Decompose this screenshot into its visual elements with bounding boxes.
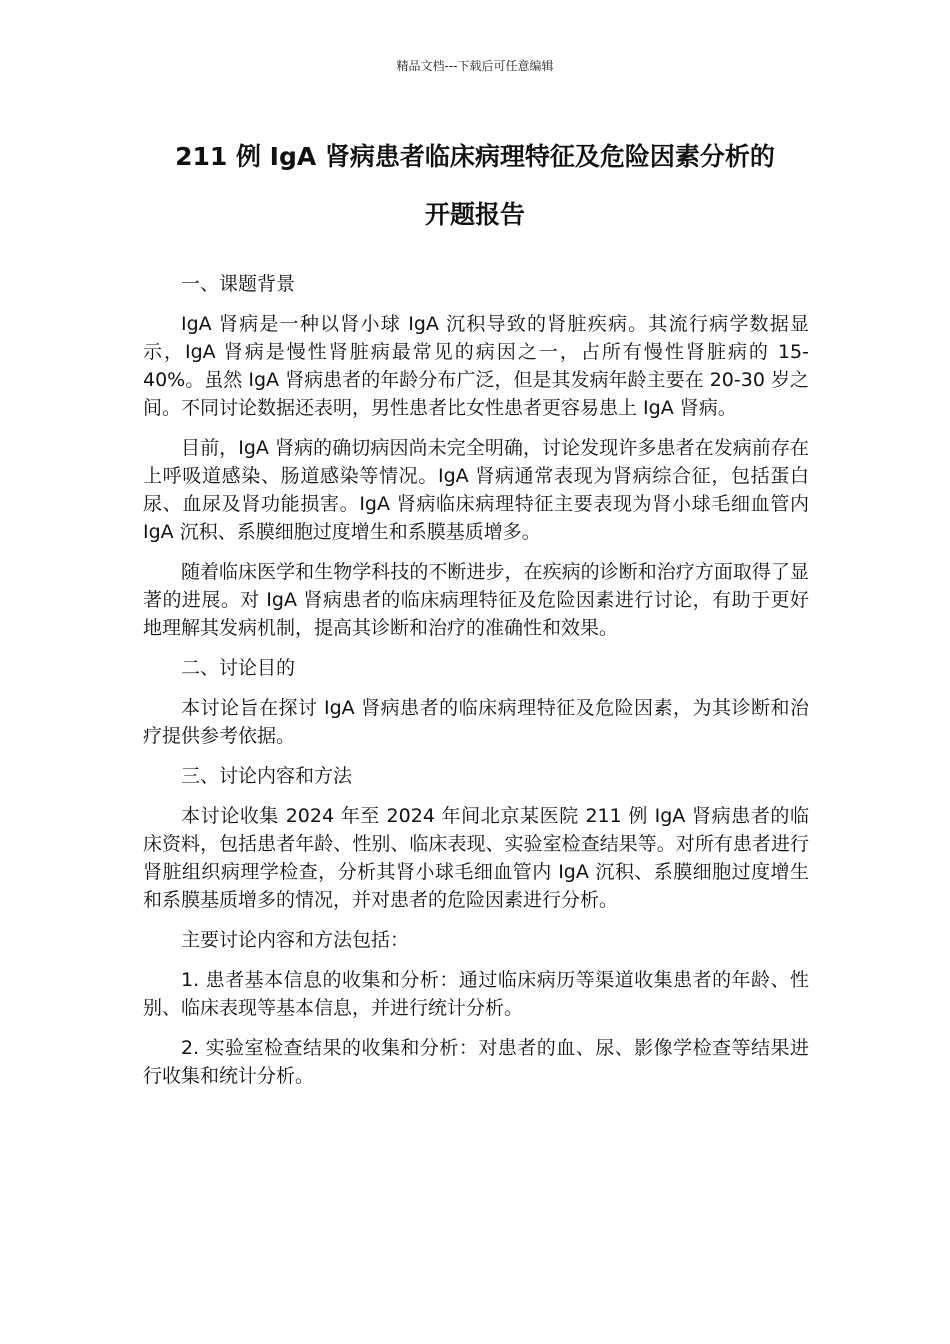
title-line-1: 211 例 IgA 肾病患者临床病理特征及危险因素分析的 — [175, 142, 775, 171]
section-heading-background: 一、课题背景 — [181, 273, 296, 295]
paragraph: 本讨论收集 2024 年至 2024 年间北京某医院 211 例 IgA 肾病患者的临床资料，包括患者年龄、性别、临床表现、实验室检查结果等。对所有患者进行肾脏组织病理学检查，分析其肾小球毛细血管内 IgA 沉积、系膜细胞过度增生和系膜基质增多的情况，并对患者的危险因素进行分析。 — [143, 805, 809, 911]
paragraph: 本讨论旨在探讨 IgA 肾病患者的临床病理特征及危险因素，为其诊断和治疗提供参考依据。 — [143, 697, 809, 747]
paragraph: IgA 肾病是一种以肾小球 IgA 沉积导致的肾脏疾病。其流行病学数据显示，IgA 肾病是慢性肾脏病最常见的病因之一，占所有慢性肾脏病的 15-40%。虽然 IgA 肾病患者的年龄分布广泛，但是其发病年龄主要在 20-30 岁之间。不同讨论数据还表明，男性患者比女性患者更容易患上 IgA 肾病。 — [143, 313, 809, 419]
header-note: 精品文档---下载后可任意编辑 — [396, 59, 554, 73]
paragraph: 目前，IgA 肾病的确切病因尚未完全明确，讨论发现许多患者在发病前存在上呼吸道感染、肠道感染等情况。IgA 肾病通常表现为肾病综合征，包括蛋白尿、血尿及肾功能损害。IgA 肾病临床病理特征主要表现为肾小球毛细血管内 IgA 沉积、系膜细胞过度增生和系膜基质增多。 — [143, 437, 809, 543]
title-line-2: 开题报告 — [424, 200, 525, 229]
section-heading-methods: 三、讨论内容和方法 — [181, 765, 353, 787]
paragraph: 主要讨论内容和方法包括： — [181, 929, 410, 951]
document-body — [143, 270, 809, 1102]
list-item: 1. 患者基本信息的收集和分析：通过临床病历等渠道收集患者的年龄、性别、临床表现等基本信息，并进行统计分析。 — [143, 969, 809, 1019]
document-title — [120, 128, 830, 244]
section-heading-purpose: 二、讨论目的 — [181, 657, 296, 679]
list-item: 2. 实验室检查结果的收集和分析：对患者的血、尿、影像学检查等结果进行收集和统计分析。 — [143, 1037, 809, 1087]
paragraph: 随着临床医学和生物学科技的不断进步，在疾病的诊断和治疗方面取得了显著的进展。对 IgA 肾病患者的临床病理特征及危险因素进行讨论，有助于更好地理解其发病机制，提高其诊断和治疗的准确性和效果。 — [143, 561, 809, 639]
